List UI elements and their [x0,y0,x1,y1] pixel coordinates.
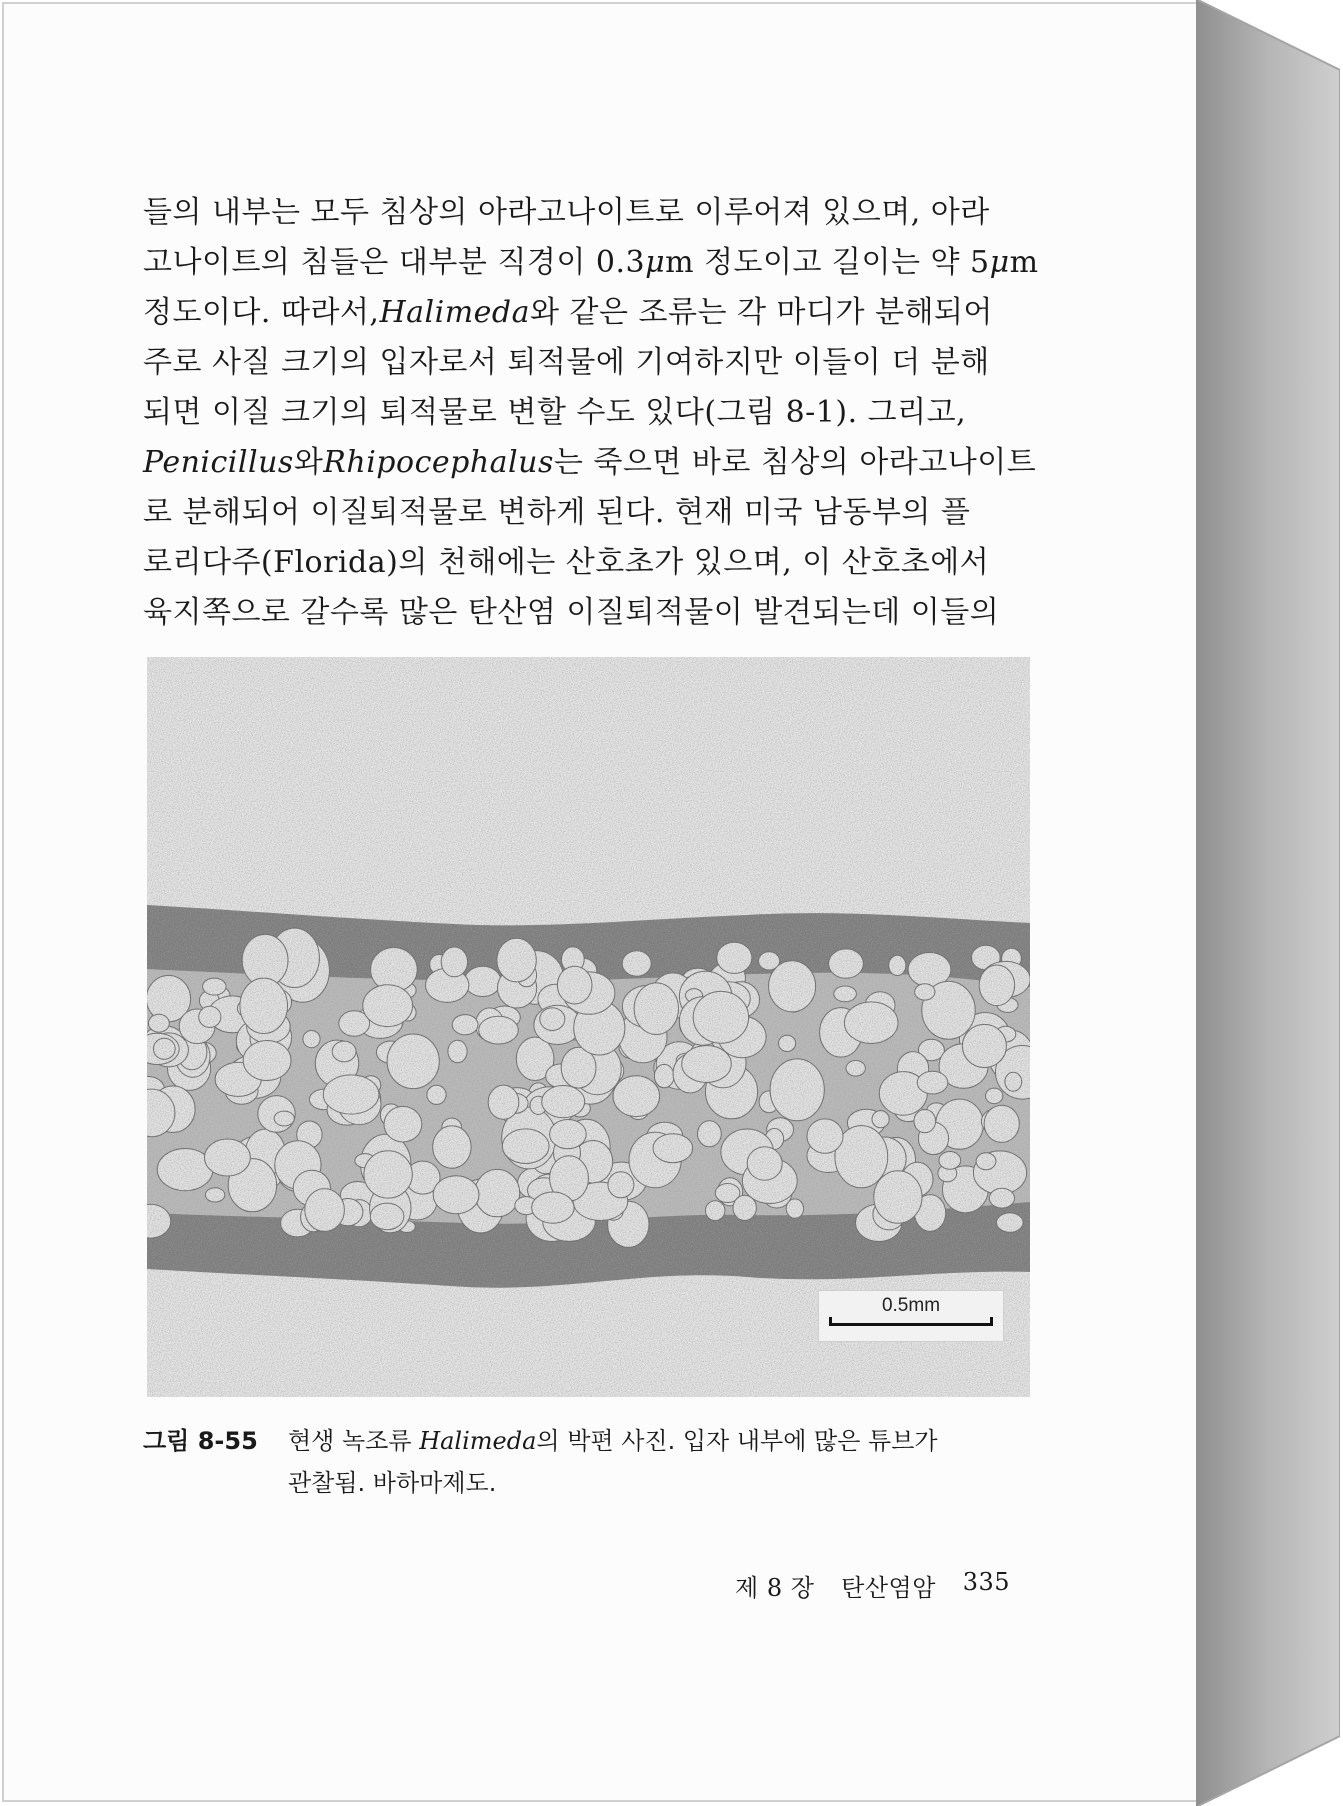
running-footer [735,1568,1010,1603]
thin-section-micrograph [147,657,1030,1397]
text-line: 로 분해되어 이질퇴적물로 변하게 된다. 현재 미국 남동부의 플 [143,495,971,530]
body-text [143,188,1039,638]
text-line: 육지쪽으로 갈수록 많은 탄산염 이질퇴적물이 발견되는데 이들의 [143,595,1000,630]
figure-number: 그림 8-55 [143,1427,258,1455]
scale-label: 0.5mm [881,1295,941,1316]
scale-bar-box [818,1290,1004,1342]
figure-caption: 그림 8-55 현생 녹조류 Halimeda의 박편 사진. 입자 내부에 많은 튜브가 관찰됨. 바하마제도. [143,1420,1033,1504]
chapter-label: 제 8 장 [735,1574,815,1602]
text-line: 고나이트의 침들은 대부분 직경이 0.3μm 정도이고 길이는 약 5μm [143,245,1039,280]
text-line: 주로 사질 크기의 입자로서 퇴적물에 기여하지만 이들이 더 분해 [143,345,990,380]
caption-line-2: 관찰됨. 바하마제도. [288,1469,497,1497]
micrograph-image [147,657,1030,1397]
book-spine [1196,0,1340,1806]
chapter-title: 탄산염암 [841,1574,936,1602]
scale-bar [829,1323,993,1326]
text-line: 정도이다. 따라서,Halimeda와 같은 조류는 각 마디가 분해되어 [143,295,993,330]
page-number: 335 [962,1568,1010,1596]
text-line: 들의 내부는 모두 침상의 아라고나이트로 이루어져 있으며, 아라 [143,195,990,230]
text-line: 로리다주(Florida)의 천해에는 산호초가 있으며, 이 산호초에서 [143,545,990,580]
text-line: 되면 이질 크기의 퇴적물로 변할 수도 있다(그림 8-1). 그리고, [143,395,967,430]
text-line: Penicillus와Rhipocephalus는 죽으면 바로 침상의 아라고나이트 [143,445,1037,480]
